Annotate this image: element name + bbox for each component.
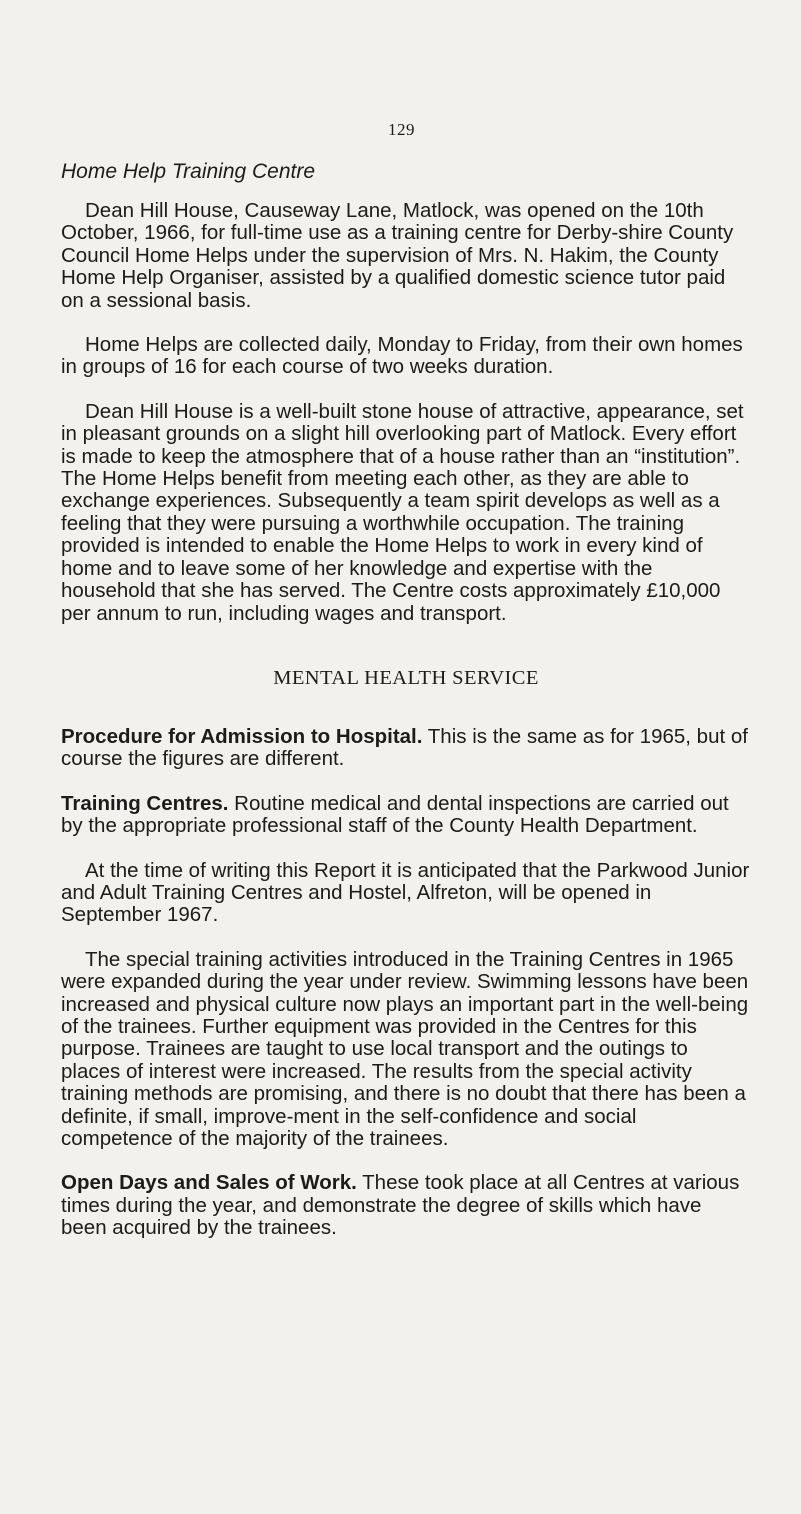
text-procedure-admission: This is the same as for 1965, but of course the figures are different.: [61, 724, 748, 771]
paragraph-training-centres: [61, 793, 751, 838]
page-number: 129: [388, 120, 415, 139]
paragraph-open-days: [61, 1172, 751, 1239]
lead-training-centres: Training Centres.: [61, 791, 229, 815]
lead-procedure-admission: Procedure for Admission to Hospital.: [61, 724, 423, 748]
main-heading-mental-health: MENTAL HEALTH SERVICE: [273, 666, 539, 689]
paragraph-home-helps-collected: Home Helps are collected daily, Monday to Friday, from their own homes in groups of 16 for each course of two weeks duration.: [61, 333, 743, 379]
paragraph-special-training: The special training activities introduced in the Training Centres in 1965 were expanded during the year under review. Swimming lessons have been increased and physical culture now plays an important part in the well-being of the trainees. Further equipment was provided in the Centres for this purpose. Trainees are taught to use local transport and the outings to places of interest were increased. The results from the special activity training methods are promising, and there is no doubt that there has been a definite, if small, improve-ment in the self-confidence and social competence of the majority of the trainees.: [61, 947, 749, 1150]
paragraph-dean-hill-opening: Dean Hill House, Causeway Lane, Matlock, was opened on the 10th October, 1966, for full-time use as a training centre for Derby-shire County Council Home Helps under the supervision of Mrs. N. Hakim, the County Home Help Organiser, assisted by a qualified domestic science tutor paid on a sessional basis.: [61, 199, 734, 312]
section-heading-home-help: Home Help Training Centre: [61, 160, 316, 183]
paragraph-procedure-admission: [61, 726, 751, 771]
lead-open-days: Open Days and Sales of Work.: [61, 1171, 357, 1195]
paragraph-dean-hill-description: Dean Hill House is a well-built stone house of attractive, appearance, set in pleasant grounds on a slight hill overlooking part of Matlock. Every effort is made to keep the atmosphere that of a house rather than an “institution”. The Home Helps benefit from meeting each other, as they are able to exchange experiences. Subsequently a team spirit develops as well as a feeling that they were pursuing a worthwhile occupation. The training provided is intended to enable the Home Helps to work in every kind of home and to leave some of her knowledge and expertise with the household that she has served. The Centre costs approximately £10,000 per annum to run, including wages and transport.: [61, 399, 744, 625]
text-open-days: These took place at all Centres at various times during the year, and demonstrate the degree of skills which have been acquired by the trainees.: [61, 1171, 740, 1240]
paragraph-parkwood-opening: At the time of writing this Report it is anticipated that the Parkwood Junior and Adult Training Centres and Hostel, Alfreton, will be opened in September 1967.: [61, 858, 750, 927]
text-training-centres: Routine medical and dental inspections are carried out by the appropriate professional staff of the County Health Department.: [61, 791, 729, 838]
